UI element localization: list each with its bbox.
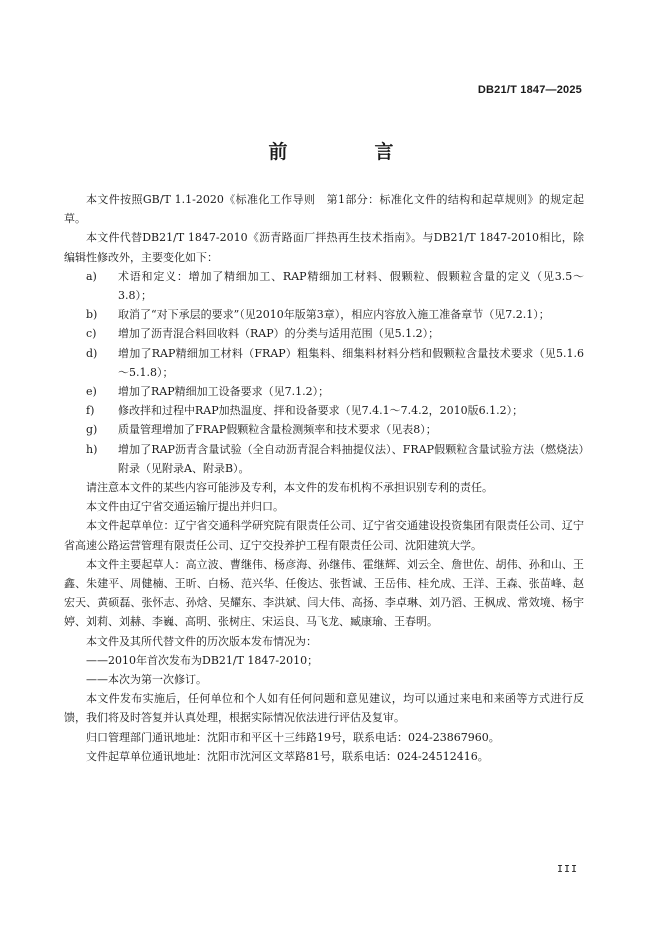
change-item	[64, 401, 584, 420]
intro-paragraph: 本文件按照GB/T 1.1-2020《标准化工作导则 第1部分：标准化文件的结构和起草规则》的规定起草。	[64, 193, 584, 226]
change-item-label: d)	[86, 346, 98, 360]
change-item-label: a)	[86, 269, 97, 283]
change-item	[64, 324, 584, 343]
history-item: ——2010年首次发布为DB21/T 1847-2010；	[86, 653, 319, 667]
change-item-text: 取消了“对下承层的要求”（见2010年版第3章），相应内容放入施工准备章节（见7.2.1）；	[118, 308, 550, 322]
change-item-text: 增加了RAP精细加工材料（FRAP）粗集料、细集料材料分档和假颗粒含量技术要求（见5.1.6～5.1.8）；	[118, 346, 584, 379]
change-item-label: g)	[86, 423, 98, 437]
change-item	[64, 267, 584, 305]
page-title: 前 言	[268, 141, 428, 163]
change-item	[64, 420, 584, 439]
standard-code: DB21/T 1847—2025	[477, 84, 582, 96]
change-item	[64, 382, 584, 401]
intro-paragraph: 本文件代替DB21/T 1847-2010《沥青路面厂拌热再生技术指南》。与DB21/T 1847-2010相比，除编辑性修改外，主要变化如下：	[64, 231, 584, 264]
history-intro: 本文件及其所代替文件的历次版本发布情况为：	[86, 634, 317, 648]
drafting-units: 本文件起草单位：辽宁省交通科学研究院有限责任公司、辽宁省交通建设投资集团有限责任公司、辽宁省高速公路运营管理有限责任公司、辽宁交投养护工程有限责任公司、沈阳建筑大学。	[64, 519, 584, 552]
patent-notice: 请注意本文件的某些内容可能涉及专利，本文件的发布机构不承担识别专利的责任。	[86, 481, 493, 495]
change-item-text: 增加了RAP沥青含量试验（全自动沥青混合料抽提仪法）、FRAP假颗粒含量试验方法（燃烧法）附录（见附录A、附录B）。	[118, 442, 584, 475]
history-item: ——本次为第一次修订。	[86, 673, 207, 687]
proposer-statement: 本文件由辽宁省交通运输厅提出并归口。	[86, 500, 284, 514]
change-item	[64, 440, 584, 478]
change-item-text: 质量管理增加了FRAP假颗粒含量检测频率和技术要求（见表8）；	[118, 423, 437, 437]
feedback-statement: 本文件发布实施后，任何单位和个人如有任何问题和意见建议，均可以通过来电和来函等方式进行反馈，我们将及时答复并认真处理，根据实际情况依法进行评估及复审。	[64, 692, 584, 725]
change-item	[64, 344, 584, 382]
change-item-label: f)	[86, 404, 95, 418]
contact-address: 归口管理部门通讯地址：沈阳市和平区十三纬路19号，联系电话：024-23867960。	[86, 730, 500, 744]
change-item	[64, 305, 584, 324]
contact-address: 文件起草单位通讯地址：沈阳市沈河区文萃路81号，联系电话：024-24512416。	[86, 749, 489, 763]
change-item-label: b)	[86, 308, 98, 322]
change-item-text: 增加了RAP精细加工设备要求（见7.1.2）；	[118, 385, 330, 399]
change-item-label: h)	[86, 442, 98, 456]
change-item-label: c)	[86, 327, 97, 341]
change-item-text: 增加了沥青混合料回收料（RAP）的分类与适用范围（见5.1.2）；	[118, 327, 440, 341]
change-item-text: 术语和定义：增加了精细加工、RAP精细加工材料、假颗粒、假颗粒含量的定义（见3.5～3.8）；	[118, 269, 584, 303]
foreword-body	[64, 190, 584, 766]
change-item-text: 修改拌和过程中RAP加热温度、拌和设备要求（见7.4.1～7.4.2，2010版6.1.2）；	[118, 404, 524, 418]
drafters: 本文件主要起草人：高立波、曹继伟、杨彦海、孙继伟、霍继辉、刘云全、詹世佐、胡伟、孙和山、王鑫、朱建平、周健楠、王昕、白杨、范兴华、任俊达、张哲诚、王岳伟、桂允成、王洋、王森、张苗峰、赵宏天、黄硕磊、张怀志、孙焓、吴耀东、李洪斌、闫大伟、高扬、李卓琳、刘乃滔、王枫成、常效境、杨宇婷、刘莉、刘赫、李巍、高明、张树庄、宋运良、马飞龙、臧康瑜、王春明。	[64, 557, 584, 629]
change-item-label: e)	[86, 385, 97, 399]
page-number: III	[556, 864, 578, 875]
